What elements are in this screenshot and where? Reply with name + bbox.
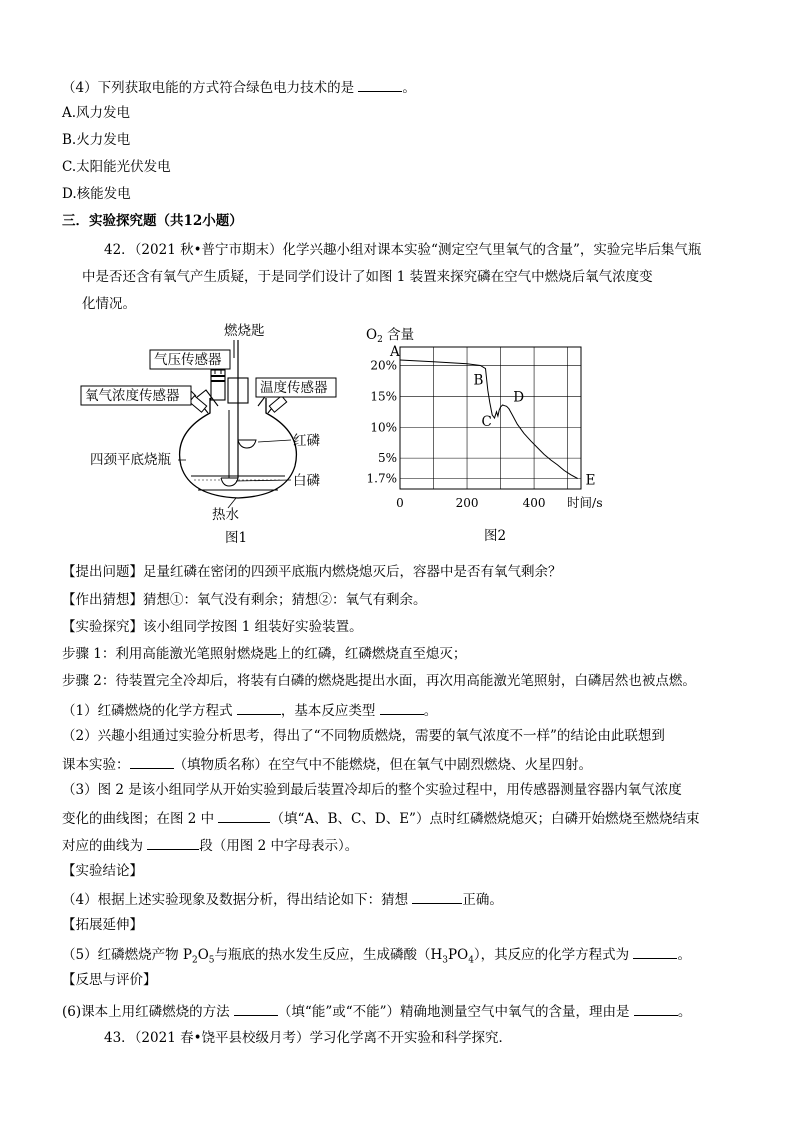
q42-line1: 42．（2021 秋•普宁市期末）化学兴趣小组对课本实验“测定空气里氧气的含量”，实验完毕后集气瓶 <box>104 242 702 258</box>
p-guess: 【作出猜想】猜想①：氧气没有剩余；猜想②：氧气有剩余。 <box>62 592 427 608</box>
p-conclusion: 【实验结论】 <box>62 863 143 879</box>
y-tick-label: 5% <box>377 451 397 466</box>
s6-end: 。 <box>677 1004 692 1020</box>
y-tick-label: 1.7% <box>366 471 397 486</box>
s1-text-a: （1）红磷燃烧的化学方程式 <box>62 703 233 719</box>
label-red-p: 红磷 <box>293 433 320 449</box>
answer-blank[interactable] <box>234 1001 278 1016</box>
s5-sub: 4 <box>468 955 474 966</box>
x-axis-label: 时间/s <box>567 495 603 510</box>
pressure-neck <box>211 370 225 400</box>
s5-mid: 与瓶底的热水发生反应，生成磷酸（H <box>214 947 443 963</box>
q42-line2: 中是否还含有氧气产生质疑，于是同学们设计了如图 1 装置来探究磷在空气中燃烧后氧气浓度变 <box>82 269 653 285</box>
sub-question-1 <box>62 700 437 720</box>
answer-blank[interactable] <box>130 754 174 769</box>
s5-end: 。 <box>677 947 691 963</box>
answer-blank[interactable] <box>237 700 281 715</box>
y-tick-label: 15% <box>370 389 397 404</box>
x-tick-label: 200 <box>455 496 479 510</box>
p-step2: 步骤 2：待装置完全冷却后，将装有白磷的燃烧匙提出水面，再次用高能激光笔照射，白磷居然也被点燃。 <box>62 673 696 689</box>
answer-blank[interactable] <box>358 77 402 92</box>
q4-stem-text: （4）下列获取电能的方式符合绿色电力技术的是 <box>62 80 355 96</box>
sub-question-6 <box>62 1001 691 1021</box>
answer-blank[interactable] <box>380 700 424 715</box>
sub-question-4 <box>62 889 503 909</box>
answer-blank[interactable] <box>147 835 199 850</box>
s5-sub: 2 <box>191 955 198 966</box>
answer-blank[interactable] <box>634 1001 678 1016</box>
answer-blank[interactable] <box>218 808 270 823</box>
s5-post: ），其反应的化学方程式为 <box>473 947 630 963</box>
q4-option-d: D.核能发电 <box>62 186 131 202</box>
s2-post: （填物质名称）在空气中不能燃烧，但在氧气中剧烈燃烧、火星四射。 <box>173 757 592 773</box>
s2-pre: 课本实验： <box>62 757 130 773</box>
x-tick-label: 0 <box>396 496 404 510</box>
q4-end: 。 <box>402 80 416 96</box>
figure2-caption: 图2 <box>484 528 507 544</box>
sub-question-3-line2 <box>62 808 699 828</box>
s4-post: 正确。 <box>462 892 503 908</box>
sub-question-5 <box>62 944 691 970</box>
s6-pre: (6)课本上用红磷燃烧的方法 <box>62 1004 230 1020</box>
q4-option-a: A.风力发电 <box>62 105 131 121</box>
label-spoon: 燃烧匙 <box>224 323 265 339</box>
label-white-p: 白磷 <box>293 473 320 489</box>
sub-question-2-line1: （2）兴趣小组通过实验分析思考，得出了“不同物质燃烧，需要的氧气浓度不一样”的结论由此联想到 <box>62 728 665 744</box>
answer-blank[interactable] <box>633 944 677 959</box>
s5-mid: PO <box>448 947 469 963</box>
p-question: 【提出问题】足量红磷在密闭的四颈平底瓶内燃烧熄灭后，容器中是否有氧气剩余？ <box>62 564 562 580</box>
figure1-apparatus <box>78 318 353 548</box>
s5-mid: O <box>197 947 209 963</box>
s3-pre: 变化的曲线图；在图 2 中 <box>62 811 215 827</box>
s1-text-c: 。 <box>423 703 438 719</box>
q4-option-c: C.太阳能光伏发电 <box>62 159 171 175</box>
q4-option-b: B.火力发电 <box>62 132 131 148</box>
q43-line: 43．（2021 春•饶平县校级月考）学习化学离不开实验和科学探究． <box>104 1030 513 1046</box>
y-tick-label: 10% <box>370 420 397 435</box>
sub-question-3-line1: （3）图 2 是该小组同学从开始实验到最后装置冷却后的整个实验过程中，用传感器测量容器内氧气浓度 <box>62 782 682 798</box>
section-title: 三．实验探究题（共12小题） <box>62 213 243 229</box>
figure1-caption: 图1 <box>225 530 248 546</box>
s3c-post: 段（用图 2 中字母表示）。 <box>199 838 359 854</box>
s3-post: （填“A、B、C、D、E”）点时红磷燃烧熄灭；白磷开始燃烧至燃烧结束 <box>270 811 700 827</box>
p-reflect: 【反思与评价】 <box>62 972 157 988</box>
point-label-b: B <box>473 372 484 389</box>
label-pressure: 气压传感器 <box>154 352 222 368</box>
y-tick-label: 20% <box>370 358 397 373</box>
s1-text-b: ，基本反应类型 <box>280 703 376 719</box>
x-tick-label: 400 <box>522 496 546 510</box>
point-label-a: A <box>390 343 400 360</box>
point-label-e: E <box>585 472 596 489</box>
sub-question-2-line2 <box>62 754 592 774</box>
p-step1: 步骤 1：利用高能激光笔照射燃烧匙上的红磷，红磷燃烧直至熄灭； <box>62 646 467 662</box>
q4-stem <box>62 77 416 97</box>
q42-line3: 化情况。 <box>82 296 136 312</box>
label-temp: 温度传感器 <box>260 380 328 396</box>
chart-title: $O_2$ 含量 <box>366 327 415 345</box>
label-oxygen: 氧气浓度传感器 <box>85 388 180 404</box>
s4-pre: （4）根据上述实验现象及数据分析，得出结论如下：猜想 <box>62 892 409 908</box>
point-label-d: D <box>513 389 525 406</box>
point-label-c: C <box>481 414 492 430</box>
s5-pre: （5）红磷燃烧产物 P <box>62 947 192 963</box>
p-explore: 【实验探究】该小组同学按图 1 组装好实验装置。 <box>62 619 363 635</box>
figure2-chart <box>360 322 620 547</box>
sub-question-3-line3 <box>62 835 358 855</box>
p-extend: 【拓展延伸】 <box>62 917 143 933</box>
s5-sub: 3 <box>442 955 449 966</box>
answer-blank[interactable] <box>412 889 462 904</box>
label-water: 热水 <box>212 507 239 523</box>
s6-mid: （填“能”或“不能”）精确地测量空气中氧气的含量，理由是 <box>277 1004 630 1020</box>
red-phosphorus-spoon <box>238 440 256 448</box>
label-flask: 四颈平底烧瓶 <box>90 452 171 468</box>
white-phosphorus-spoon <box>221 478 238 486</box>
s3c-pre: 对应的曲线为 <box>62 838 143 854</box>
s5-sub: 5 <box>208 955 215 966</box>
